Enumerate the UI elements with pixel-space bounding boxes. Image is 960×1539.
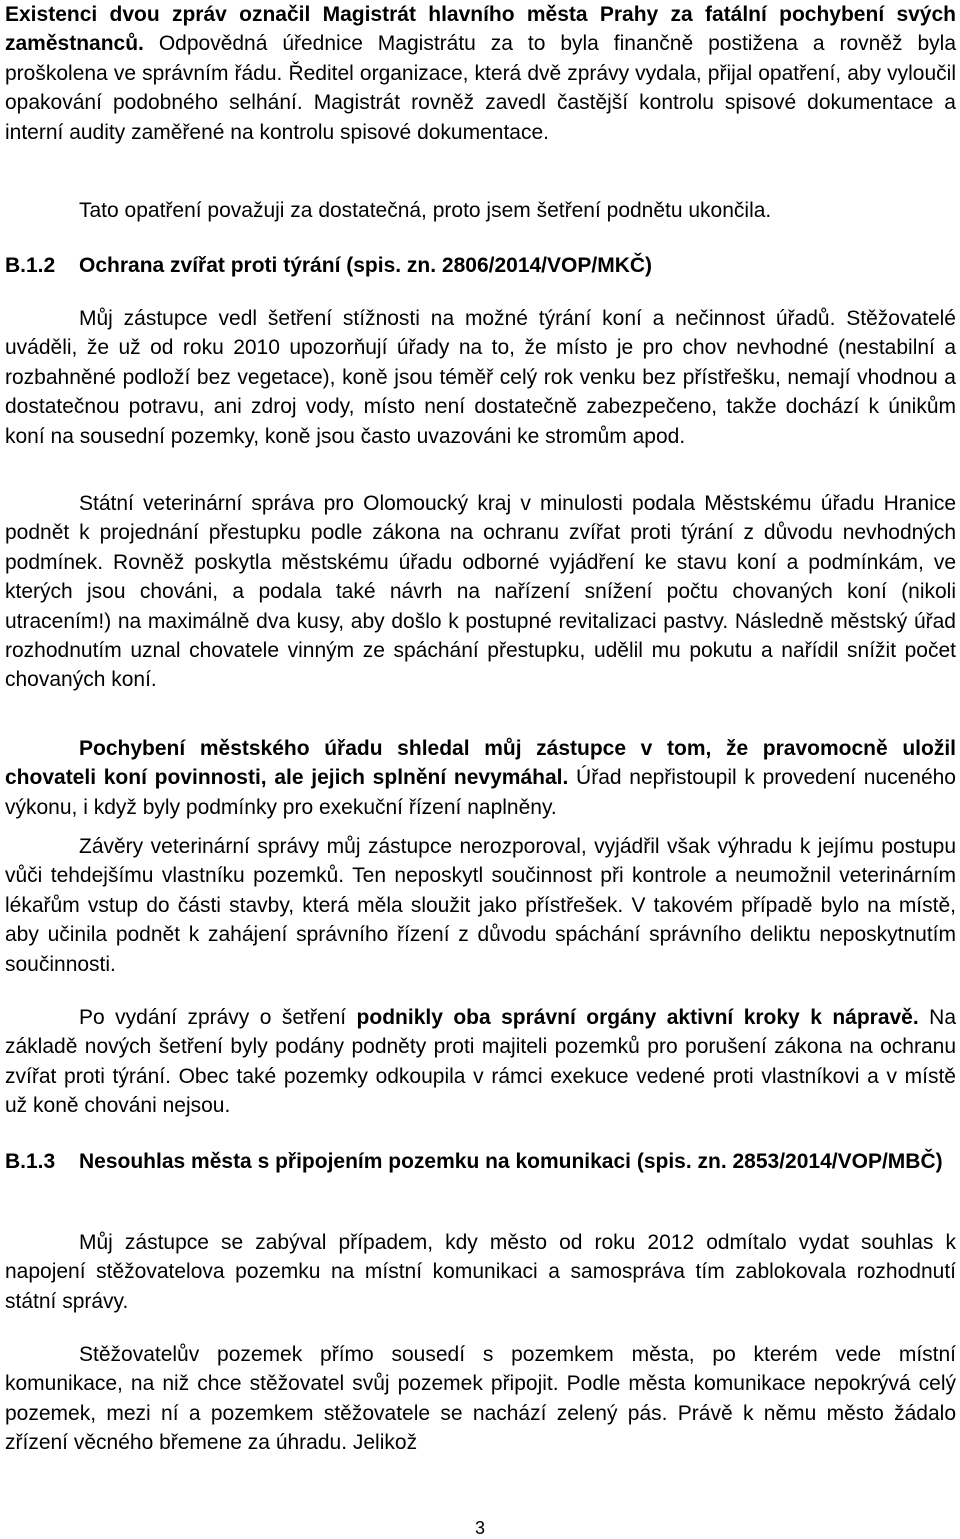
paragraph-text: Stěžovatelův pozemek přímo sousedí s pozemkem města, po kterém vede místní komunikace, na niž chce stěžovatel svůj pozemek připojit. Podle města komunikace nepokrývá celý pozemek, mezi ní a pozemkem stěžovatele se nachází zelený pás. Právě k němu město žádalo zřízení věcného břemene za úhradu. Jelikož [5,1343,956,1455]
paragraph-text: Tato opatření považuji za dostatečná, proto jsem šetření podnětu ukončila. [79,199,772,222]
paragraph-maladministration [5,734,956,822]
paragraph-conclusion [5,196,956,225]
section-title: Ochrana zvířat proti týrání (spis. zn. 2806/2014/VOP/MKČ) [79,254,653,277]
section-heading-b13 [5,1147,956,1176]
paragraph-text: Závěry veterinární správy můj zástupce nerozporoval, vyjádřil však výhradu k jejímu postupu vůči tehdejšímu vlastníku pozemků. Ten neposkytl součinnost při kontrole a neumožnil veterinárním lékařům vstup do části stavby, která měla sloužit jako přístřešek. V takovém případě bylo na místě, aby učinila podnět k zahájení správního řízení z důvodu spáchání správního deliktu neposkytnutím součinnosti. [5,835,956,976]
paragraph-text: Můj zástupce se zabýval případem, kdy město od roku 2012 odmítalo vydat souhlas k napojení stěžovatelova pozemku na místní komunikaci a samospráva tím zablokovala rozhodnutí státní správy. [5,1231,956,1313]
paragraph-text: Odpovědná úřednice Magistrátu za to byla finančně postižena a rovněž byla proškolena ve správním řádu. Ředitel organizace, která dvě zprávy vydala, přijal opatření, aby vyloučil opakování podobného selhání. Magistrát rovněž zavedl častější kontrolu spisové dokumentace a interní audity zaměřené na kontrolu spisové dokumentace. [5,32,956,144]
paragraph-magistrat [5,0,956,147]
section-title: Nesouhlas města s připojením pozemku na komunikaci (spis. zn. 2853/2014/VOP/MBČ) [79,1150,943,1173]
paragraph-text: Po vydání zprávy o šetření [79,1006,357,1029]
paragraph-case [5,1228,956,1316]
paragraph-complaint [5,304,956,451]
section-number: B.1.2 [5,254,56,277]
paragraph-plot [5,1340,956,1458]
paragraph-text: Úřad nepřistoupil k provedení nuceného výkonu, i když byly podmínky pro exekuční řízení naplněny. [5,766,956,819]
bold-statement: Pochybení městského úřadu shledal můj zástupce v tom, že pravomocně uložil chovateli koní povinnosti, ale jejich splnění nevymáhal. [5,737,956,790]
paragraph-veterinary [5,489,956,695]
paragraph-remedy [5,1003,956,1121]
paragraph-text: Státní veterinární správa pro Olomoucký kraj v minulosti podala Městskému úřadu Hranice podnět k projednání přestupku podle zákona na ochranu zvířat proti týrání z důvodu nevhodných podmínek. Rovněž poskytla městskému úřadu odborné vyjádření ke stavu koní a podmínkám, ve kterých jsou chováni, a podala také návrh na nařízení snížení počtu chovaných koní (nikoli utracením!) na maximálně dva kusy, aby došlo k postupné revitalizaci pastvy. Následně městský úřad rozhodnutím uznal chovatele vinným ze spáchání přestupku, udělil mu pokutu a nařídil snížit počet chovaných koní. [5,492,956,692]
section-heading-b12 [5,251,956,280]
paragraph-text: Na základě nových šetření byly podány podněty proti majiteli pozemků pro porušení zákona na ochranu zvířat proti týrání. Obec také pozemky odkoupila v rámci exekuce vedené proti vlastníkovi a v místě už koně chováni nejsou. [5,1006,956,1118]
bold-statement: podnikly oba správní orgány aktivní kroky k nápravě. [356,1006,919,1029]
paragraph-text: Můj zástupce vedl šetření stížnosti na možné týrání koní a nečinnost úřadů. Stěžovatelé uváděli, že už od roku 2010 upozorňují úřady na to, že místo je pro chov nevhodné (nestabilní a rozbahněné podloží bez vegetace), koně jsou téměř celý rok venku bez přístřešku, nemají vhodnou a dostatečnou potravu, ani zdroj vody, místo není dostatečně zabezpečeno, takže dochází k únikům koní na sousední pozemky, koně jsou často uvazováni ke stromům apod. [5,307,956,448]
paragraph-findings [5,832,956,979]
section-number: B.1.3 [5,1150,56,1173]
page-number: 3 [474,1518,485,1538]
bold-statement: Existenci dvou zpráv označil Magistrát hlavního města Prahy za fatální pochybení svých zaměstnanců. [5,3,956,56]
